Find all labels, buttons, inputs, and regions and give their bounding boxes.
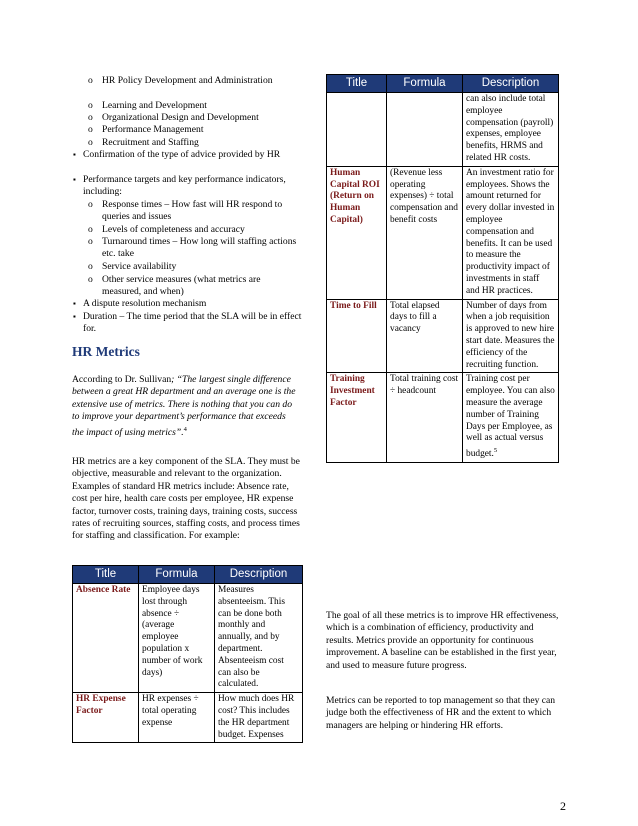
hollow-bullet-icon: o bbox=[88, 137, 93, 148]
hollow-bullet-icon: o bbox=[88, 261, 93, 272]
hollow-bullet-icon: o bbox=[88, 224, 93, 235]
footnote-ref: 4 bbox=[183, 425, 187, 433]
list-item: ▪ Confirmation of the type of advice provided by HR bbox=[73, 149, 281, 160]
metric-title: Human Capital ROI (Return on Human Capital) bbox=[327, 166, 387, 299]
list-item: ▪ A dispute resolution mechanism bbox=[73, 298, 207, 309]
metrics-table bbox=[72, 565, 303, 743]
list-item: o Levels of completeness and accuracy bbox=[88, 224, 245, 235]
list-item: o Response times – How fast will HR respond to queries and issues bbox=[88, 199, 283, 223]
column-header: Title bbox=[327, 75, 387, 93]
square-bullet-icon: ▪ bbox=[73, 150, 76, 159]
metric-title bbox=[327, 93, 387, 167]
section-heading: HR Metrics bbox=[72, 344, 140, 359]
page-number: 2 bbox=[560, 799, 566, 813]
metric-formula: Total training cost ÷ headcount bbox=[387, 373, 463, 463]
body-paragraph: Metrics can be reported to top management so that they can judge both the effectiveness of HR and the extent to which managers are helping or hindering HR efforts. bbox=[326, 695, 556, 731]
list-item: o Performance Management bbox=[88, 124, 204, 135]
metric-formula bbox=[387, 93, 463, 167]
body-paragraph: HR metrics are a key component of the SLA. They must be objective, measurable and relevant to the organization. Examples of standard HR metrics include: Absence rate, cost per hire, health care costs per employee, HR expense factor, turnover costs, training days, training costs, success rates of recruiting sources, staffing costs, and process times for staffing and classification. For example: bbox=[72, 456, 300, 542]
hollow-bullet-icon: o bbox=[88, 124, 93, 135]
metric-description: Measures absenteeism. This can be done both monthly and annually, and by department. Absenteeism cost can also be calculated. bbox=[215, 584, 303, 693]
square-bullet-icon: ▪ bbox=[73, 299, 76, 308]
metric-description: An investment ratio for employees. Shows the amount returned for every dollar invested in employee compensation and benefits. It can be used to measure the productivity impact of investments in staff and HR practices. bbox=[463, 166, 559, 299]
table-header-row bbox=[73, 566, 303, 584]
list-item: ▪ Duration – The time period that the SLA will be in effect for. bbox=[73, 311, 302, 335]
hollow-bullet-icon: o bbox=[88, 199, 93, 210]
metric-formula: (Revenue less operating expenses) ÷ total compensation and benefit costs bbox=[387, 166, 463, 299]
metric-formula: Employee days lost through absence ÷ (average employee population x number of work days) bbox=[139, 584, 215, 693]
list-item: o Organizational Design and Development bbox=[88, 112, 259, 123]
metric-description: can also include total employee compensation (payroll) expenses, employee benefits, HRMS and related HR costs. bbox=[463, 93, 559, 167]
list-item: o HR Policy Development and Administration bbox=[88, 75, 273, 86]
hollow-bullet-icon: o bbox=[88, 100, 93, 111]
footnote-ref: 5 bbox=[493, 447, 498, 455]
table-header-row bbox=[327, 75, 559, 93]
square-bullet-icon: ▪ bbox=[73, 175, 76, 184]
list-item: o Recruitment and Staffing bbox=[88, 137, 199, 148]
metric-title: HR Expense Factor bbox=[73, 693, 139, 743]
metric-formula: Total elapsed days to fill a vacancy bbox=[387, 299, 463, 373]
column-header: Description bbox=[463, 75, 559, 93]
metric-description: How much does HR cost? This includes the HR department budget. Expenses bbox=[215, 693, 303, 743]
table-row bbox=[327, 299, 559, 373]
hollow-bullet-icon: o bbox=[88, 274, 93, 285]
table-row bbox=[73, 693, 303, 743]
body-paragraph: The goal of all these metrics is to improve HR effectiveness, which is a combination of efficiency, productivity and results. Metrics provide an opportunity for continuous improvement. A baseline can be established in the first year, and used to measure future progress. bbox=[326, 610, 559, 671]
square-bullet-icon: ▪ bbox=[73, 312, 76, 321]
metric-title: Absence Rate bbox=[73, 584, 139, 693]
list-item: ▪ Performance targets and key performance indicators, including: bbox=[73, 174, 286, 198]
column-header: Formula bbox=[139, 566, 215, 584]
hollow-bullet-icon: o bbox=[88, 236, 93, 247]
column-header: Formula bbox=[387, 75, 463, 93]
hollow-bullet-icon: o bbox=[88, 75, 93, 86]
quote-paragraph: According to Dr. Sullivan; “The largest single difference between a great HR department and an average one is the extensive use of metrics. There is nothing that you can do to improve your department’s performance that exceeds the impact of using metrics”.$^4$ bbox=[72, 374, 296, 438]
metrics-table-continued bbox=[326, 74, 559, 463]
metric-title: Time to Fill bbox=[327, 299, 387, 373]
metric-description: Training cost per employee. You can also measure the average number of Training Days per Employee, as well as actual versus budget.$^5$ bbox=[463, 373, 559, 463]
list-item: o Other service measures (what metrics are measured, and when) bbox=[88, 274, 261, 298]
hollow-bullet-icon: o bbox=[88, 112, 93, 123]
table-row bbox=[73, 584, 303, 693]
metric-formula: HR expenses ÷ total operating expense bbox=[139, 693, 215, 743]
table-row bbox=[327, 373, 559, 463]
metric-description: Number of days from when a job requisition is approved to new hire start date. Measures the efficiency of the recruiting function. bbox=[463, 299, 559, 373]
table-row bbox=[327, 166, 559, 299]
list-item: o Service availability bbox=[88, 261, 177, 272]
column-header: Description bbox=[215, 566, 303, 584]
list-item: o Learning and Development bbox=[88, 100, 207, 111]
table-row bbox=[327, 93, 559, 167]
list-item: o Turnaround times – How long will staffing actions etc. take bbox=[88, 236, 297, 260]
metric-title: Training Investment Factor bbox=[327, 373, 387, 463]
column-header: Title bbox=[73, 566, 139, 584]
